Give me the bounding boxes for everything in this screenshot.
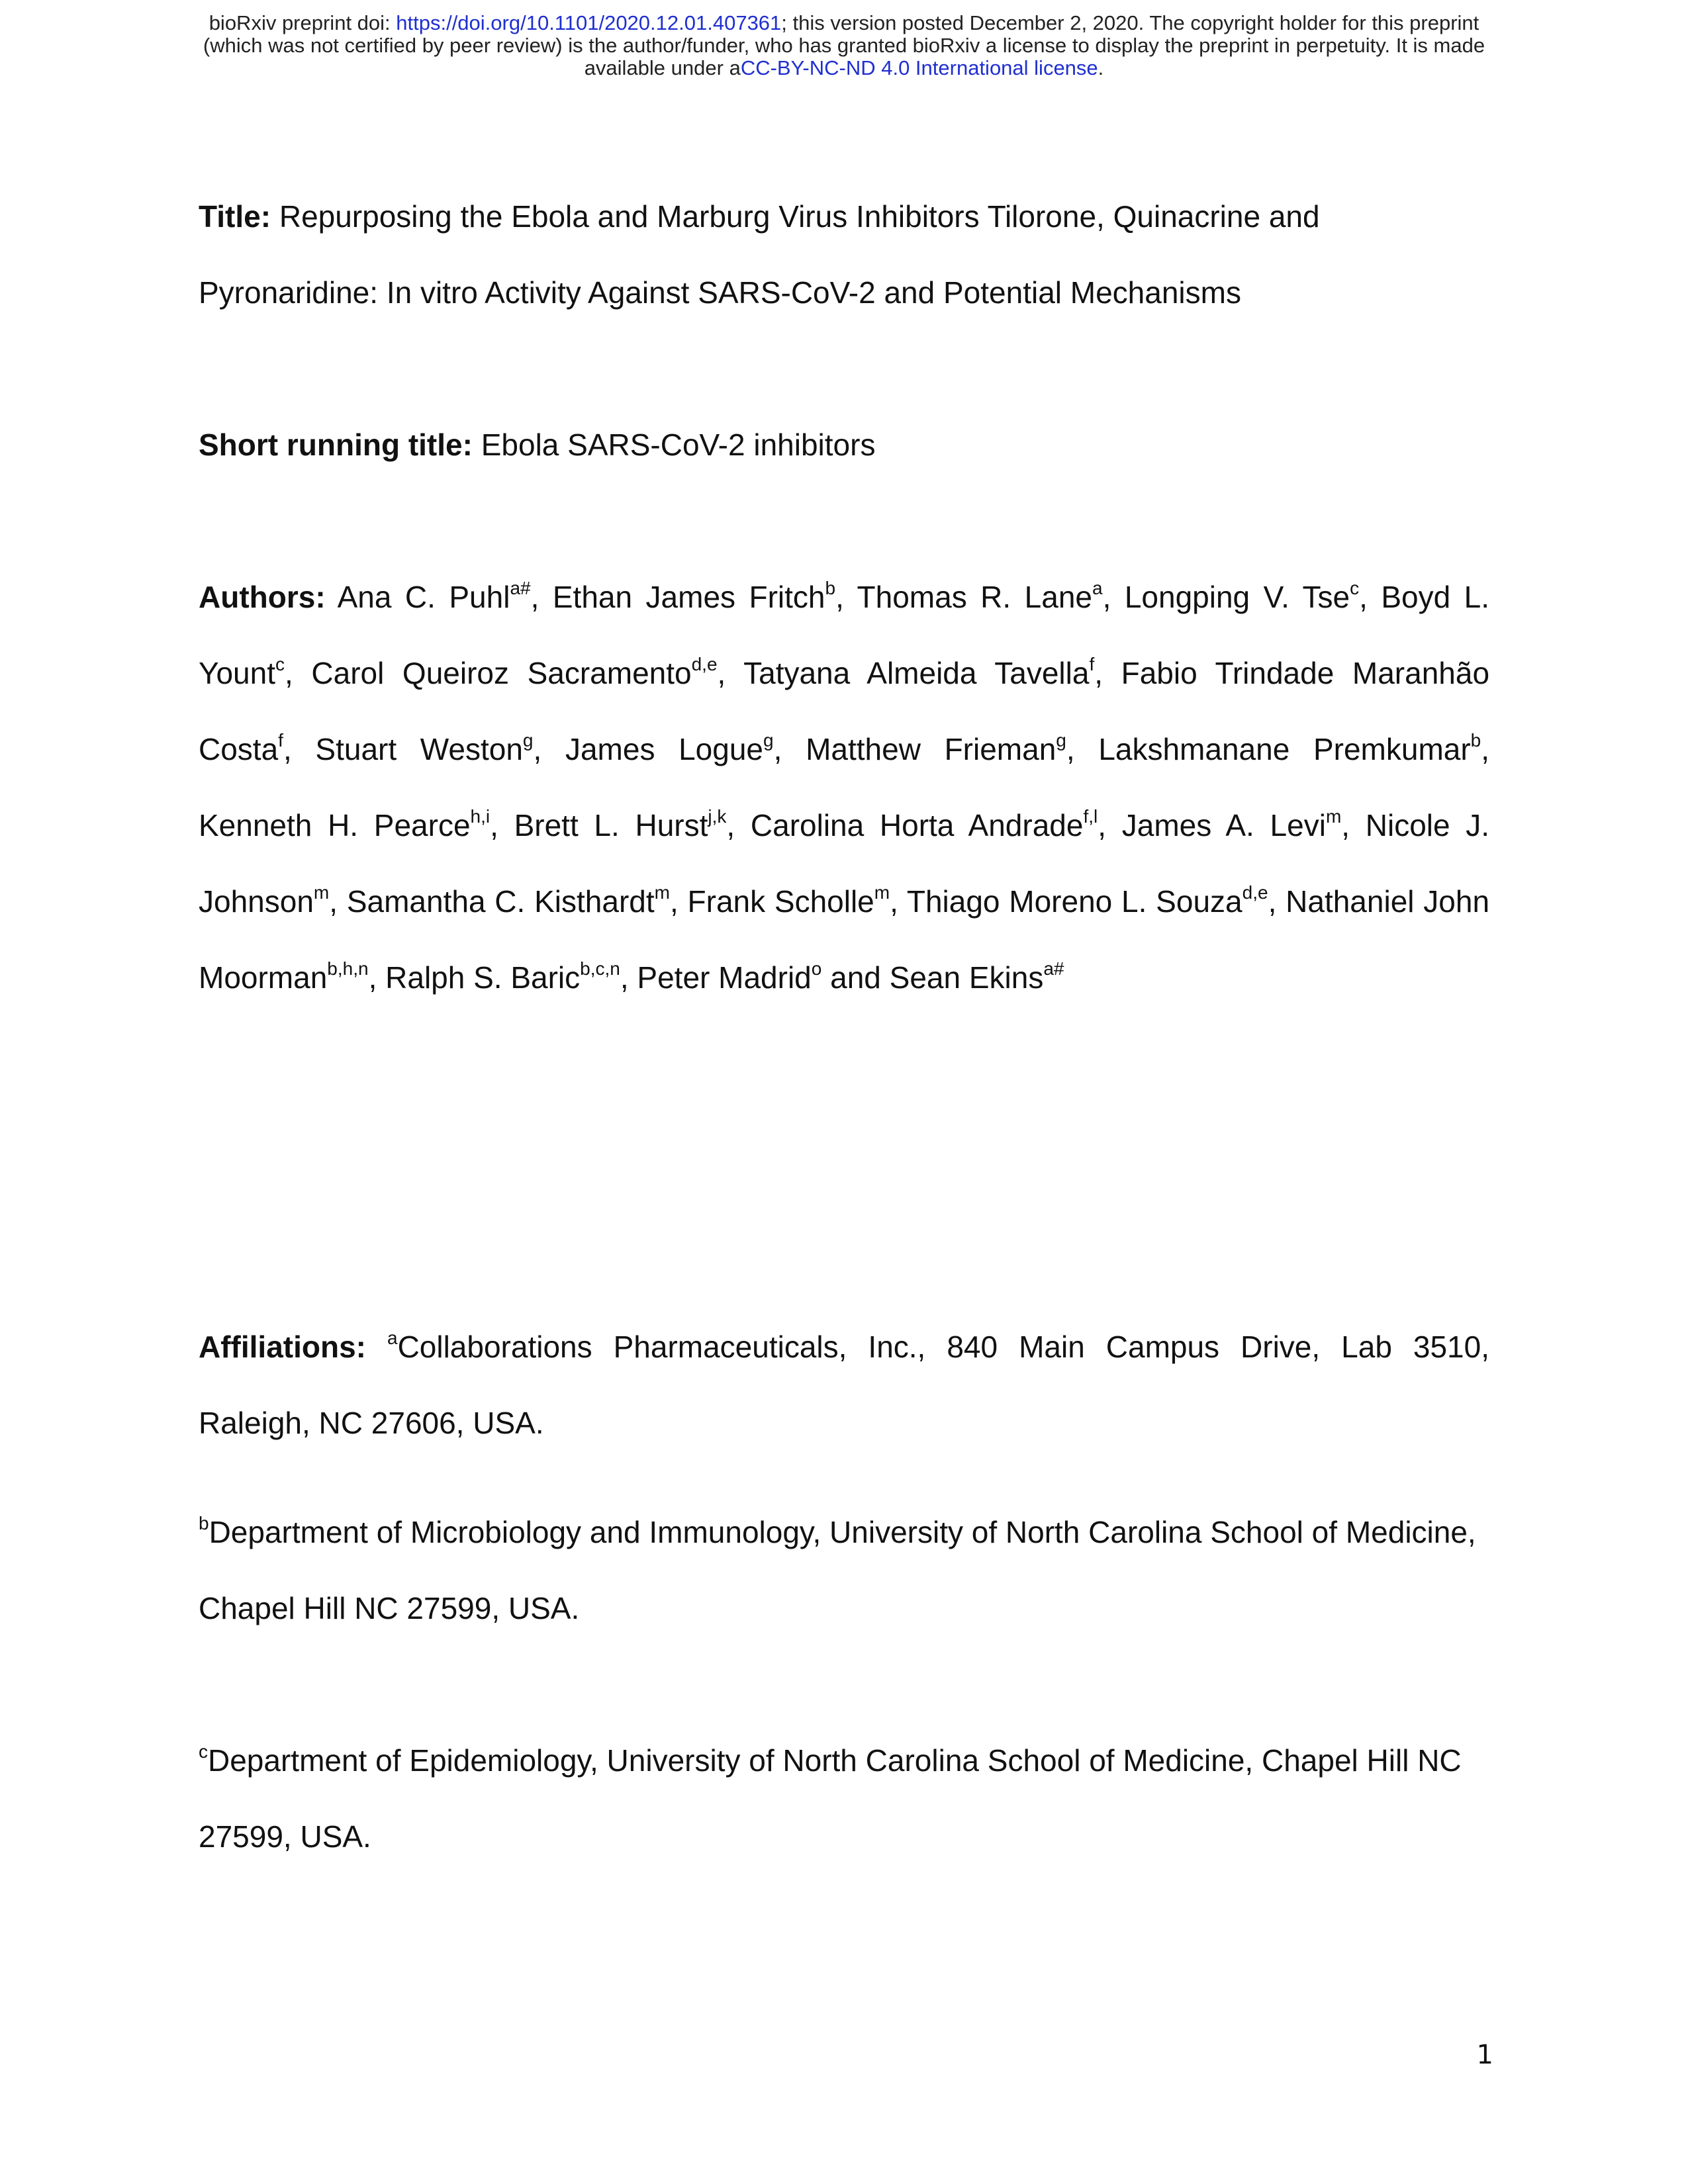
author-name: Tatyana Almeida Tavella (743, 656, 1090, 690)
affiliation-text: Department of Epidemiology, University of North Carolina School of Medicine, Chapel Hill NC 27599, USA. (199, 1743, 1462, 1854)
author-name: Samantha C. Kisthardt (346, 884, 655, 919)
author-separator: , (1481, 732, 1490, 766)
author-affiliation-marker: m (1325, 806, 1342, 827)
author-separator: , (773, 732, 806, 766)
author-separator: , (1102, 580, 1125, 614)
author-separator: , (283, 732, 316, 766)
author-affiliation-marker: d,e (691, 654, 718, 674)
header-line-1: bioRxiv preprint doi: https://doi.org/10.1101/2020.12.01.407361; this version posted December 2, 2020. The copyright holder for this preprint (209, 11, 1479, 34)
author-separator: , (368, 960, 386, 995)
title-label: Title: (199, 199, 271, 234)
author-name: Boyd L. Yount (199, 580, 1490, 690)
preprint-header (0, 12, 1688, 79)
license-link[interactable]: CC-BY-NC-ND 4.0 International license (740, 56, 1098, 79)
author-separator: , (1066, 732, 1099, 766)
authors-section (199, 559, 1489, 1016)
author-separator: , (1341, 808, 1366, 842)
author-separator: , (533, 732, 565, 766)
running-title-text: Ebola SARS-CoV-2 inhibitors (472, 428, 876, 462)
author-name: Fabio Trindade Maranhão Costa (199, 656, 1490, 766)
author-separator: , (329, 884, 347, 919)
author-affiliation-marker: g (1056, 730, 1066, 751)
author-separator: , (717, 656, 744, 690)
author-affiliation-marker: b,c,n (580, 958, 620, 979)
affiliation-b (199, 1494, 1489, 1647)
author-name: Frank Scholle (687, 884, 874, 919)
author-affiliation-marker: m (874, 882, 890, 903)
author-separator: , (285, 656, 312, 690)
author-affiliation-marker: b,h,n (327, 958, 369, 979)
author-affiliation-marker: g (522, 730, 534, 751)
author-separator: , (530, 580, 553, 614)
author-affiliation-marker: b (1470, 730, 1481, 751)
author-separator: , (1359, 580, 1382, 614)
author-name: Nathaniel John Moorman (199, 884, 1490, 995)
author-separator: and (821, 960, 890, 995)
affiliations-section (199, 1309, 1489, 1461)
author-name: Ethan James Fritch (552, 580, 825, 614)
affiliation-text: Collaborations Pharmaceuticals, Inc., 840 Main Campus Drive, Lab 3510, Raleigh, NC 27606, USA. (199, 1330, 1490, 1440)
author-name: Brett L. Hurst (514, 808, 708, 842)
affiliation-b-section (199, 1494, 1489, 1647)
author-affiliation-marker: h,i (470, 806, 491, 827)
title-text: Repurposing the Ebola and Marburg Virus Inhibitors Tilorone, Quinacrine and Pyronaridine: In vitro Activity Against SARS-CoV-2 and Potential Mechanisms (199, 199, 1320, 310)
author-name: Peter Madrid (637, 960, 812, 995)
author-affiliation-marker: a# (1043, 958, 1064, 979)
author-affiliation-marker: f (1089, 654, 1095, 674)
author-affiliation-marker: j,k (708, 806, 727, 827)
title-section (199, 179, 1489, 331)
author-name: Nicole J. Johnson (199, 808, 1490, 919)
author-name: Longping V. Tse (1124, 580, 1350, 614)
affiliation-a (199, 1309, 1489, 1461)
affiliation-marker: a (387, 1328, 398, 1348)
author-separator: , (669, 884, 688, 919)
author-name: Sean Ekins (889, 960, 1044, 995)
author-name: Matthew Frieman (806, 732, 1056, 766)
author-affiliation-marker: m (654, 882, 670, 903)
author-affiliation-marker: o (811, 958, 822, 979)
author-separator: , (1268, 884, 1286, 919)
author-name: James Logue (565, 732, 764, 766)
author-name: Stuart Weston (315, 732, 523, 766)
page-number: 1 (1476, 2040, 1493, 2070)
author-affiliation-marker: m (313, 882, 330, 903)
affiliation-marker: b (199, 1513, 209, 1533)
author-name: Kenneth H. Pearce (199, 808, 471, 842)
affiliation-c (199, 1723, 1489, 1875)
author-separator: , (1098, 808, 1122, 842)
running-title-label: Short running title: (199, 428, 473, 462)
author-affiliation-marker: f,l (1083, 806, 1098, 827)
running-title-section (199, 407, 1489, 483)
author-name: Thiago Moreno L. Souza (906, 884, 1243, 919)
header-line-2: (which was not certified by peer review) is the author/funder, who has granted bioRxiv a license to display the preprint in perpetuity. It is made (203, 34, 1485, 57)
authors-label: Authors: (199, 580, 326, 614)
author-affiliation-marker: g (763, 730, 774, 751)
affiliation-marker: c (199, 1741, 208, 1762)
author-name: Ana C. Puhl (337, 580, 510, 614)
author-separator: , (835, 580, 857, 614)
author-name: Carol Queiroz Sacramento (311, 656, 692, 690)
author-affiliation-marker: c (275, 654, 285, 674)
author-affiliation-marker: c (1350, 578, 1360, 598)
header-line-3: available under aCC-BY-NC-ND 4.0 International license. (584, 56, 1104, 79)
author-separator: , (1094, 656, 1121, 690)
author-name: Lakshmanane Premkumar (1098, 732, 1471, 766)
author-separator: , (890, 884, 907, 919)
author-affiliation-marker: a# (510, 578, 531, 598)
author-separator: , (490, 808, 514, 842)
affiliations-label: Affiliations: (199, 1330, 366, 1364)
author-name: Carolina Horta Andrade (750, 808, 1084, 842)
author-name: Thomas R. Lane (857, 580, 1092, 614)
author-affiliation-marker: a (1092, 578, 1103, 598)
author-name: Ralph S. Baric (385, 960, 581, 995)
author-separator: , (620, 960, 637, 995)
affiliation-c-section (199, 1723, 1489, 1875)
doi-link[interactable]: https://doi.org/10.1101/2020.12.01.407361 (396, 11, 782, 34)
author-affiliation-marker: f (278, 730, 283, 751)
author-name: James A. Levi (1121, 808, 1326, 842)
author-affiliation-marker: d,e (1242, 882, 1268, 903)
author-separator: , (726, 808, 751, 842)
affiliation-text: Department of Microbiology and Immunology, University of North Carolina School of Medicine, Chapel Hill NC 27599, USA. (199, 1515, 1476, 1625)
author-affiliation-marker: b (825, 578, 836, 598)
